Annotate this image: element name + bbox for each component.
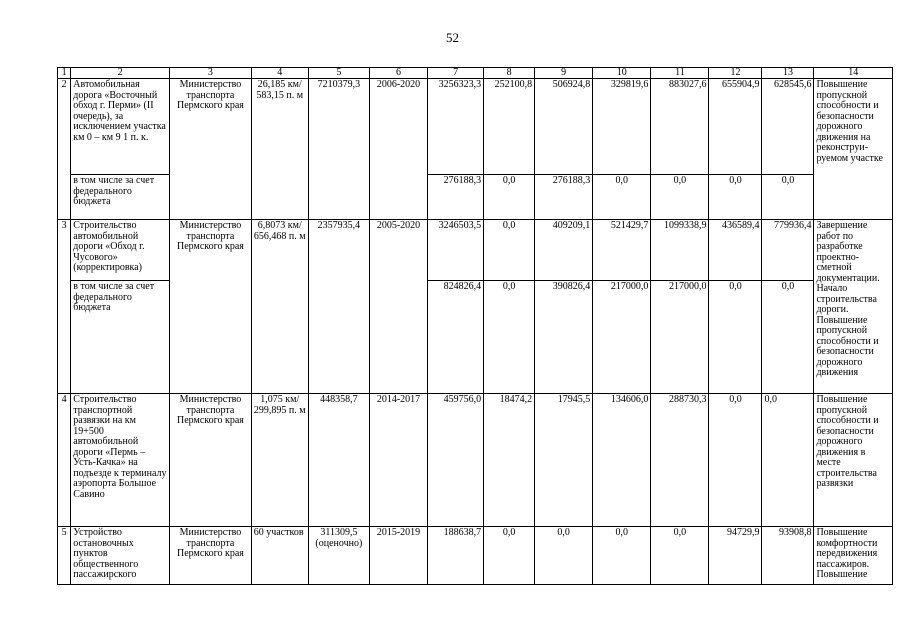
value-cell: 0,0 [484,281,535,394]
value-cell: 0,0 [484,175,535,220]
value-cell: 276188,3 [535,175,593,220]
value-cell: 217000,0 [593,281,651,394]
total-cost: 2357935,4 [308,220,369,394]
row-number: 5 [58,527,71,585]
expected-result: Повышение комфортности передвижения пассажиров. Повышение [814,527,893,585]
total-cost: 7210379,3 [308,79,369,220]
header-cell: 9 [535,68,593,79]
header-cell: 14 [814,68,893,79]
header-cell: 4 [251,68,308,79]
value-cell: 0,0 [593,175,651,220]
responsible-ministry: Министерство транспорта Пермского края [170,527,252,585]
header-row [58,68,893,79]
value-cell: 0,0 [762,281,814,394]
row-number: 4 [58,394,71,527]
expected-result: Завершение работ по разработке проектно- сметной документации. Начало строительства дороги. Повышение пропускной способности и безопасности дорожного движения [814,220,893,394]
value-cell: 217000,0 [651,281,709,394]
subrow-label: в том числе за счет федерального бюджета [71,281,170,394]
value-cell: 0,0 [762,175,814,220]
value-cell: 276188,3 [428,175,484,220]
header-cell: 3 [170,68,252,79]
header-cell: 6 [369,68,427,79]
implementation-period: 2006-2020 [369,79,427,220]
value-cell: 459756,0 [428,394,484,527]
table-row [58,527,893,585]
table-row [58,220,893,281]
object-name: Строительство автомобильной дороги «Обход г. Чусового» (корректировка) [71,220,170,281]
value-cell: 0,0 [651,175,709,220]
header-cell: 11 [651,68,709,79]
value-cell: 0,0 [484,527,535,585]
table-row [58,79,893,175]
value-cell: 655904,9 [709,79,762,175]
value-cell: 0,0 [535,527,593,585]
object-name: Автомобильная дорога «Восточный обход г. Перми» (II очередь), за исключением участка км 0 – км 9 1 п. к. [71,79,170,175]
value-cell: 436589,4 [709,220,762,281]
header-cell: 2 [71,68,170,79]
row-number: 3 [58,220,71,394]
page-number: 52 [446,30,459,45]
header-cell: 7 [428,68,484,79]
value-cell: 779936,4 [762,220,814,281]
value-cell: 17945,5 [535,394,593,527]
responsible-ministry: Министерство транспорта Пермского края [170,220,252,394]
value-cell: 521429,7 [593,220,651,281]
value-cell: 1099338,9 [651,220,709,281]
value-cell: 3256323,3 [428,79,484,175]
value-cell: 0,0 [709,175,762,220]
value-cell: 3246503,5 [428,220,484,281]
value-cell: 329819,6 [593,79,651,175]
value-cell: 288730,3 [651,394,709,527]
value-cell: 0,0 [484,220,535,281]
header-cell: 10 [593,68,651,79]
value-cell: 188638,7 [428,527,484,585]
total-cost: 311309,5 (оценочно) [308,527,369,585]
value-cell: 0,0 [593,527,651,585]
value-cell: 18474,2 [484,394,535,527]
implementation-period: 2005-2020 [369,220,427,394]
value-cell: 824826,4 [428,281,484,394]
object-length: 26,185 км/ 583,15 п. м [251,79,308,220]
value-cell: 0,0 [651,527,709,585]
header-cell: 12 [709,68,762,79]
value-cell: 0,0 [709,394,762,527]
expected-result: Повышение пропускной способности и безопасности дорожного движения на реконструи- руемом участке [814,79,893,220]
header-cell: 13 [762,68,814,79]
object-length: 6,8073 км/ 656,468 п. м [251,220,308,394]
subrow-label: в том числе за счет федерального бюджета [71,175,170,220]
value-cell: 134606,0 [593,394,651,527]
responsible-ministry: Министерство транспорта Пермского края [170,394,252,527]
object-length: 1,075 км/ 299,895 п. м [251,394,308,527]
program-table [57,67,893,585]
row-number: 2 [58,79,71,220]
expected-result: Повышение пропускной способности и безопасности дорожного движения в месте строительства развязки [814,394,893,527]
header-cell: 5 [308,68,369,79]
object-name: Устройство остановочных пунктов общественного пассажирского [71,527,170,585]
header-cell: 1 [58,68,71,79]
table-row [58,394,893,527]
value-cell: 252100,8 [484,79,535,175]
value-cell: 94729,9 [709,527,762,585]
value-cell: 409209,1 [535,220,593,281]
object-length: 60 участков [251,527,308,585]
responsible-ministry: Министерство транспорта Пермского края [170,79,252,220]
value-cell: 390826,4 [535,281,593,394]
implementation-period: 2015-2019 [369,527,427,585]
value-cell: 883027,6 [651,79,709,175]
value-cell: 506924,8 [535,79,593,175]
value-cell: 93908,8 [762,527,814,585]
total-cost: 448358,7 [308,394,369,527]
object-name: Строительство транспортной развязки на км 19+500 автомобильной дороги «Пермь – Усть-Качка» на подъезде к терминалу аэропорта Большое Савино [71,394,170,527]
value-cell: 0,0 [762,394,814,527]
header-cell: 8 [484,68,535,79]
value-cell: 628545,6 [762,79,814,175]
implementation-period: 2014-2017 [369,394,427,527]
value-cell: 0,0 [709,281,762,394]
